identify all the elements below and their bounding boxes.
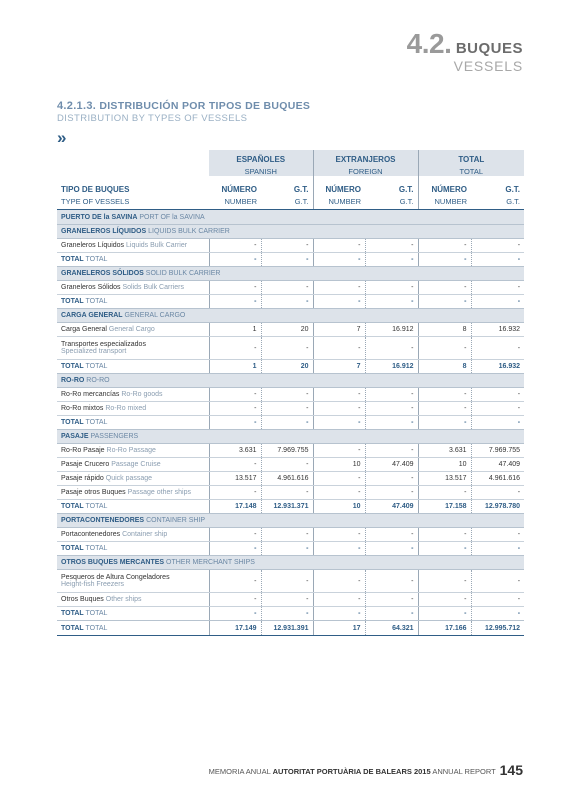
row-label-es: Graneleros Líquidos [61,242,125,249]
footer-org: AUTORITAT PORTUÀRIA DE BALEARS 2015 [272,767,431,776]
page-footer [209,762,523,778]
group-subheader-foreign: FOREIGN [313,166,418,176]
cell-number: - [313,486,365,500]
row-label [57,323,209,337]
cell-number: - [313,444,365,458]
cell-number: - [418,593,471,607]
row-label-en: Ro-Ro goods [121,391,163,398]
group-header-total: TOTAL [418,150,524,166]
row-label [57,621,209,636]
row-label [57,444,209,458]
row-label-en: Passage Cruise [111,461,161,468]
cell-gt: 47.409 [471,458,524,472]
cell-number: 17.149 [209,621,261,636]
col-header-number-en: NUMBER [209,196,261,210]
row-label-es: Portacontenedores [61,531,121,538]
category-label: GRANELEROS LÍQUIDOS [61,228,147,235]
category-label: PASAJE [61,433,89,440]
row-label-en: Ro-Ro mixed [105,405,147,412]
type-column-header-en: TYPE OF VESSELS [57,196,209,210]
cell-gt: - [471,570,524,593]
cell-number: - [313,542,365,556]
row-label-en: Container ship [122,531,168,538]
row-label-en: Specialized transport [61,348,127,355]
group-subheader-spanish: SPANISH [209,166,313,176]
row-label [57,295,209,309]
cell-number: 7 [313,360,365,374]
cell-gt: - [261,253,313,267]
cell-number: 10 [313,458,365,472]
grand-total-row [57,621,524,636]
row-label-en: Ro-Ro Passage [106,447,156,454]
group-header-spanish: ESPAÑOLES [209,150,313,166]
cell-number: 17 [313,621,365,636]
subtotal-row [57,253,524,267]
cell-gt: - [261,402,313,416]
cell-number: - [313,416,365,430]
cell-number: - [313,402,365,416]
cell-gt: - [471,416,524,430]
cell-number: 13.517 [209,472,261,486]
row-label-en: Passage other ships [127,489,191,496]
footer-prefix: MEMORIA ANUAL [208,767,271,776]
row-label [57,607,209,621]
row-label-es: Pasaje rápido [61,475,104,482]
cell-number: 7 [313,323,365,337]
row-label [57,528,209,542]
port-name: PUERTO DE la SAVINA [61,213,138,221]
cell-number: 13.517 [418,472,471,486]
cell-gt: - [365,486,418,500]
group-header-foreign: EXTRANJEROS [313,150,418,166]
cell-number: - [418,388,471,402]
cell-gt: 7.969.755 [471,444,524,458]
cell-number: 8 [418,360,471,374]
cell-gt: - [261,388,313,402]
cell-gt: - [471,528,524,542]
row-label-es: TOTAL [61,419,84,426]
row-label-es: Pasaje otros Buques [61,489,126,496]
category-label-en: CONTAINER SHIP [146,517,206,524]
subtotal-row [57,542,524,556]
footer-suffix: ANNUAL REPORT [432,767,496,776]
category-label-en: RO-RO [86,377,110,384]
cell-number: - [418,402,471,416]
col-header-gt-en: G.T. [365,196,418,210]
cell-gt: 12.931.371 [261,500,313,514]
cell-number: - [209,486,261,500]
row-label-en: Liquids Bulk Carrier [126,242,188,249]
row-label [57,570,209,593]
row-label-en: General Cargo [108,326,155,333]
group-subheader-total: TOTAL [418,166,524,176]
cell-gt: - [365,542,418,556]
cell-number: - [313,239,365,253]
cell-gt: - [261,281,313,295]
category-row [57,430,524,444]
cell-number: 3.631 [209,444,261,458]
row-label-es: Pasaje Crucero [61,461,110,468]
cell-number: - [313,528,365,542]
row-label-en: TOTAL [85,503,108,510]
cell-gt: 20 [261,323,313,337]
row-label-en: TOTAL [85,298,108,305]
row-label [57,486,209,500]
cell-gt: 20 [261,360,313,374]
row-label [57,472,209,486]
subtotal-row [57,500,524,514]
col-header-number-en: NUMBER [418,196,471,210]
row-label-es: Pesqueros de Altura Congeladores [61,574,170,581]
table-row [57,458,524,472]
category-row [57,225,524,239]
col-header-number: NÚMERO [221,184,257,194]
cell-gt: - [471,486,524,500]
cell-gt: - [261,528,313,542]
cell-gt: - [471,239,524,253]
cell-number: 17.166 [418,621,471,636]
cell-gt: - [365,416,418,430]
row-label-es: Ro-Ro mixtos [61,405,104,412]
col-header-number: NÚMERO [418,176,471,196]
row-label-en: TOTAL [85,419,108,426]
cell-number: - [313,281,365,295]
row-label-en: Quick passage [105,475,153,482]
chapter-header [407,28,523,74]
table-row [57,239,524,253]
table-row [57,570,524,593]
category-label: PORTACONTENEDORES [61,517,145,524]
cell-gt: - [365,444,418,458]
row-label-es: TOTAL [61,363,84,370]
cell-number: - [209,542,261,556]
cell-number: - [313,472,365,486]
cell-gt: 4.961.616 [471,472,524,486]
category-label-en: SOLID BULK CARRIER [145,270,221,277]
page-number: 145 [499,762,523,778]
cell-gt: - [365,239,418,253]
cell-number: - [418,239,471,253]
cell-gt: - [261,416,313,430]
cell-number: 17.148 [209,500,261,514]
category-row [57,267,524,281]
col-header-gt: G.T. [293,184,309,194]
cell-number: 1 [209,323,261,337]
category-label: RO-RO [61,377,85,384]
category-label: CARGA GENERAL [61,312,123,319]
row-label-es: TOTAL [61,256,84,263]
category-row [57,309,524,323]
category-label-en: GENERAL CARGO [124,312,186,319]
col-header-gt-en: G.T. [471,196,524,210]
cell-gt: - [471,281,524,295]
row-label-es: Carga General [61,326,107,333]
cell-number: - [313,607,365,621]
cell-number: - [209,458,261,472]
category-label-en: LIQUIDS BULK CARRIER [148,228,230,235]
cell-number: 3.631 [418,444,471,458]
row-label-en: Other ships [105,596,142,603]
cell-gt: - [471,295,524,309]
category-label: GRANELEROS SÓLIDOS [61,270,144,277]
port-name-en: PORT OF la SAVINA [139,213,205,221]
row-label-es: TOTAL [61,610,84,617]
table-row [57,444,524,458]
cell-gt: 16.932 [471,360,524,374]
cell-gt: - [365,388,418,402]
cell-gt: - [365,607,418,621]
table-body [57,210,524,636]
cell-number: - [209,239,261,253]
cell-number: - [313,388,365,402]
subtotal-row [57,360,524,374]
section-heading [57,100,310,124]
section-number: 4.2.1.3. [57,100,97,112]
chapter-title-en: VESSELS [453,58,523,74]
row-label-es: TOTAL [61,545,84,552]
chapter-number: 4.2. [406,28,452,59]
table-row [57,281,524,295]
row-label-es: Otros Buques [61,596,104,603]
cell-number: - [209,337,261,360]
cell-number: - [418,416,471,430]
cell-number: - [418,486,471,500]
row-label [57,239,209,253]
cell-gt: - [471,402,524,416]
row-label [57,458,209,472]
cell-gt: - [365,593,418,607]
row-label [57,593,209,607]
table-row [57,593,524,607]
row-label [57,542,209,556]
subtotal-row [57,607,524,621]
row-label-es: Ro-Ro Pasaje [61,447,105,454]
cell-number: - [418,281,471,295]
row-label-en: Height-fish Freezers [61,581,125,588]
cell-number: 17.158 [418,500,471,514]
cell-number: - [313,295,365,309]
cell-gt: - [261,337,313,360]
table-row [57,472,524,486]
subtotal-row [57,416,524,430]
cell-gt: - [471,253,524,267]
cell-number: - [209,570,261,593]
col-header-number: NÚMERO [313,176,365,196]
row-label [57,388,209,402]
cell-gt: - [261,542,313,556]
row-label-en: TOTAL [85,256,108,263]
row-label-es: Ro-Ro mercancías [61,391,120,398]
cell-gt: - [365,570,418,593]
cell-number: - [209,593,261,607]
row-label-en: TOTAL [85,624,108,632]
cell-number: 10 [313,500,365,514]
cell-number: 1 [209,360,261,374]
cell-number: - [209,388,261,402]
cell-number: - [209,402,261,416]
cell-gt: 7.969.755 [261,444,313,458]
cell-gt: - [471,337,524,360]
cell-number: - [418,570,471,593]
row-label-es: TOTAL [61,298,84,305]
cell-number: - [418,528,471,542]
cell-gt: - [365,528,418,542]
category-row [57,514,524,528]
cell-gt: - [261,570,313,593]
table-row [57,402,524,416]
section-title-en: DISTRIBUTION BY TYPES OF VESSELS [57,113,248,124]
row-label [57,253,209,267]
cell-number: - [313,593,365,607]
cell-number: - [418,607,471,621]
vessel-distribution-table [57,150,524,636]
table-row [57,486,524,500]
row-label-es: Graneleros Sólidos [61,284,121,291]
table-row [57,337,524,360]
cell-gt: - [471,542,524,556]
cell-gt: - [261,239,313,253]
double-chevron-icon: » [57,128,64,147]
table-row [57,323,524,337]
cell-number: - [418,295,471,309]
row-label [57,337,209,360]
subtotal-row [57,295,524,309]
cell-gt: - [365,402,418,416]
col-header-gt: G.T. [505,184,521,194]
col-header-number-en: NUMBER [313,196,365,210]
cell-number: - [209,253,261,267]
cell-gt: - [365,295,418,309]
category-label: OTROS BUQUES MERCANTES [61,559,165,566]
cell-gt: - [471,593,524,607]
cell-number: - [313,570,365,593]
section-title: DISTRIBUCIÓN POR TIPOS DE BUQUES [99,100,311,112]
cell-gt: - [471,607,524,621]
cell-gt: - [261,593,313,607]
category-label-en: PASSENGERS [90,433,139,440]
cell-gt: - [261,458,313,472]
category-label-en: OTHER MERCHANT SHIPS [166,559,255,566]
cell-number: - [313,253,365,267]
row-label [57,281,209,295]
row-label [57,360,209,374]
port-row [57,210,524,225]
cell-number: - [313,337,365,360]
cell-number: 10 [418,458,471,472]
cell-gt: 47.409 [365,458,418,472]
row-label-en: TOTAL [85,545,108,552]
cell-gt: - [471,388,524,402]
cell-gt: 12.978.780 [471,500,524,514]
row-label-es: TOTAL [61,503,84,510]
cell-gt: - [261,607,313,621]
cell-gt: 16.912 [365,323,418,337]
col-header-gt: G.T. [398,184,414,194]
row-label-en: Solids Bulk Carriers [122,284,184,291]
cell-gt: 16.912 [365,360,418,374]
cell-gt: - [365,281,418,295]
col-header-gt-en: G.T. [261,196,313,210]
row-label-es: TOTAL [61,624,84,632]
cell-number: - [209,528,261,542]
cell-gt: - [261,486,313,500]
cell-gt: 47.409 [365,500,418,514]
cell-number: - [209,607,261,621]
cell-gt: - [365,472,418,486]
category-row [57,374,524,388]
row-label [57,500,209,514]
cell-gt: - [365,337,418,360]
cell-number: 8 [418,323,471,337]
row-label-en: TOTAL [85,610,108,617]
row-label-es: Transportes especializados [61,341,146,348]
cell-gt: 64.321 [365,621,418,636]
cell-number: - [209,295,261,309]
cell-number: - [209,416,261,430]
category-row [57,556,524,570]
cell-gt: - [365,253,418,267]
cell-number: - [209,281,261,295]
cell-gt: 16.932 [471,323,524,337]
type-column-header: TIPO DE BUQUES [61,184,130,194]
cell-gt: 12.995.712 [471,621,524,636]
cell-gt: - [261,295,313,309]
row-label [57,402,209,416]
cell-number: - [418,337,471,360]
table-row [57,388,524,402]
cell-gt: 4.961.616 [261,472,313,486]
cell-number: - [418,542,471,556]
chapter-title: BUQUES [455,40,523,57]
table-row [57,528,524,542]
row-label-en: TOTAL [85,363,108,370]
cell-number: - [418,253,471,267]
cell-gt: 12.931.391 [261,621,313,636]
row-label [57,416,209,430]
